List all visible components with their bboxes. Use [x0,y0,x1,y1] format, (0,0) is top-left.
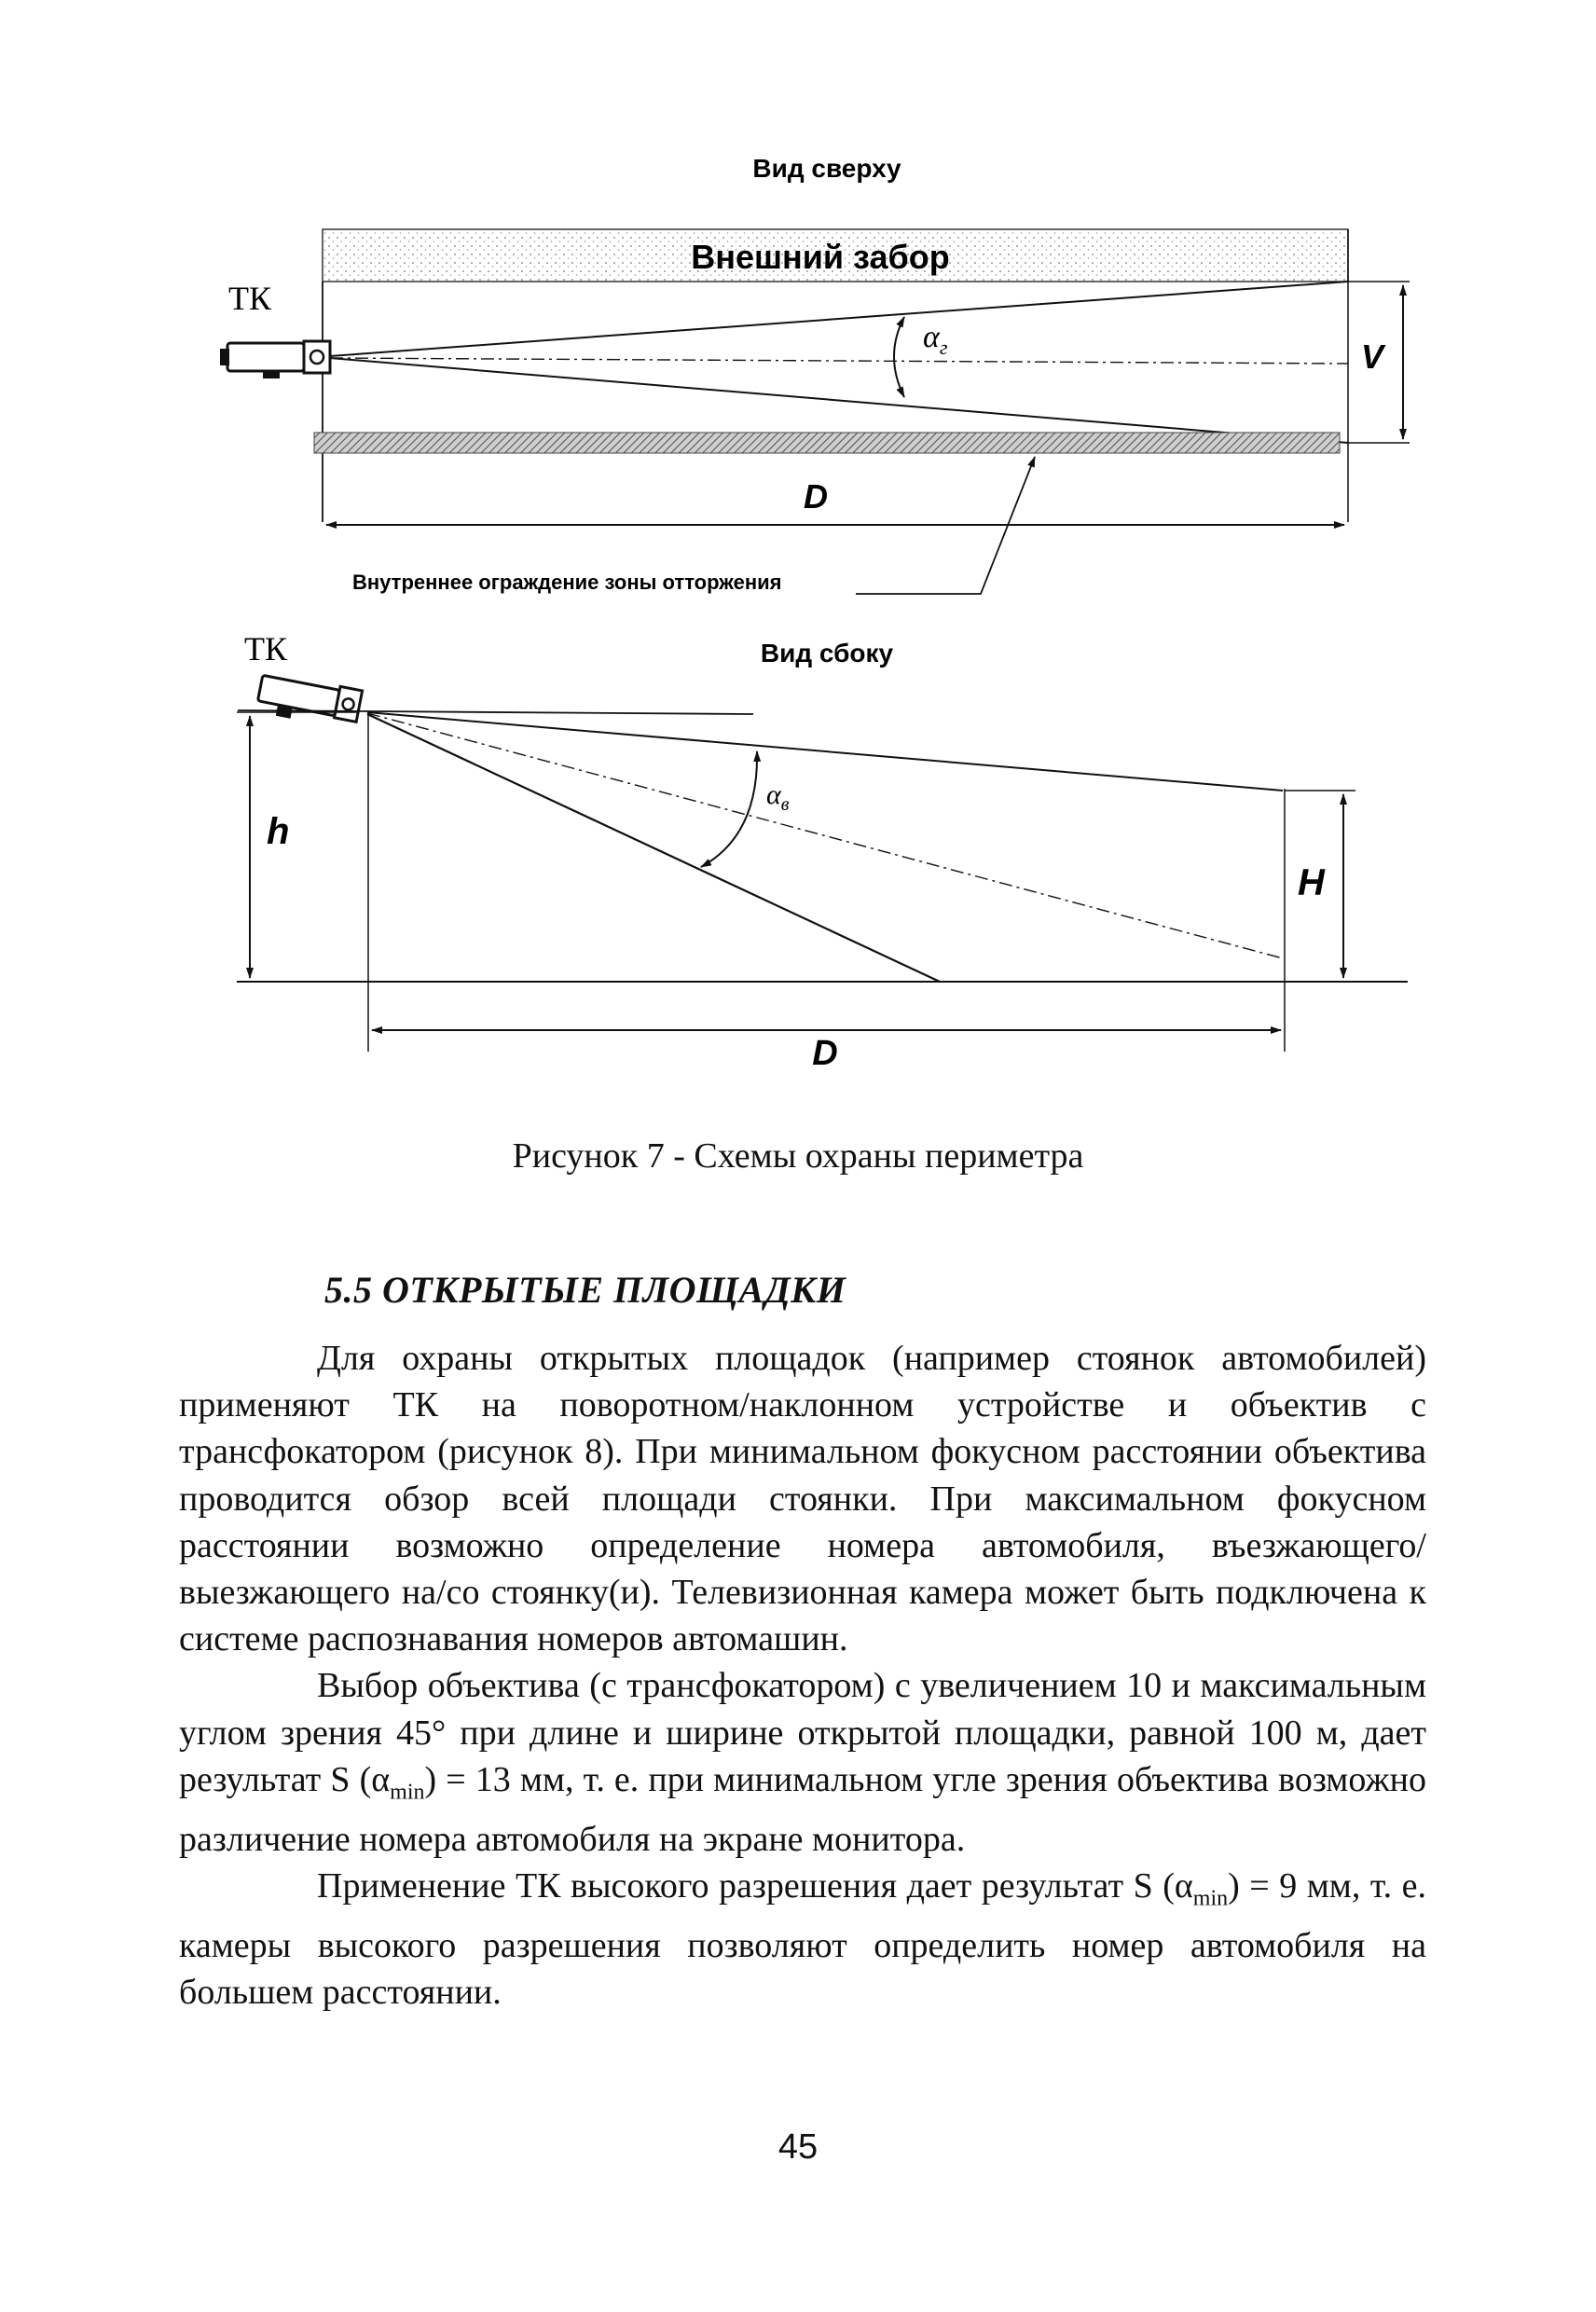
paragraph: Выбор объектива (с трансфокатором) с увеличением 10 и максимальным углом зрения 45° при длине и ширине открытой площадки, равной 100 м, дает результат S $(\alpha_{min}) = 13$ мм, т. е. при минимальном угле зрения объектива возможно различение номера автомобиля на экране монитора. [179,1666,1426,1859]
top-axis-dashed-line [330,358,1348,364]
section-body [179,1335,1426,2016]
figure-7 [0,0,1596,1081]
top-view-title: Вид сверху [752,154,901,183]
side-view-title: Вид сбоку [760,639,894,667]
inner-fence-label: Внутреннее ограждение зоны отторжения [352,571,782,594]
target-height-label: H [1298,862,1325,903]
top-distance-label: D [804,477,828,516]
top-camera-label: ТК [228,280,272,317]
side-camera-label: ТК [244,630,288,667]
inner-fence-band [314,433,1340,453]
top-fov-upper-line [330,282,1348,356]
camera-height-label: h [267,811,290,852]
perimeter-diagram [0,0,1596,1081]
section-heading: 5.5 ОТКРЫТЫЕ ПЛОЩАДКИ [324,1269,846,1311]
top-angle-arc [894,317,904,397]
figure-caption: Рисунок 7 - Схемы охраны периметра [512,1136,1084,1176]
side-angle-label: $\alpha_в$ [766,779,790,815]
page-number: 45 [777,2127,819,2167]
paragraph: Применение ТК высокого разрешения дает результат S $(\alpha_{min}) = 9$ мм, т. е. камеры высокого разрешения позволяют определить номер автомобиля на большем расстоянии. [179,1865,1426,2012]
side-distance-label: D [812,1034,838,1073]
top-view [220,154,1410,594]
paragraph: Для охраны открытых площадок (например стоянок автомобилей) применяют ТК на поворотном/наклонном устройстве и объектив с трансфокатором (рисунок 8). При минимальном фокусном расстоянии объектива проводится обзор всей площади стоянки. При максимальном фокусном расстоянии возможно определение номера автомобиля, въезжающего/выезжающего на/со стоянку(и). Телевизионная камера может быть подключена к системе распознавания номеров автомашин. [179,1339,1426,1659]
side-camera-icon [255,671,362,731]
top-camera-icon [220,341,330,378]
top-angle-label: $\alpha_г$ [923,320,948,359]
side-view [237,630,1408,1073]
width-label-v: V [1361,337,1384,376]
top-fov-lower-line [330,358,1348,443]
side-axis-dashed-line [367,713,1283,958]
outer-fence-label: Внешний забор [691,238,950,276]
side-angle-arc [701,751,757,867]
